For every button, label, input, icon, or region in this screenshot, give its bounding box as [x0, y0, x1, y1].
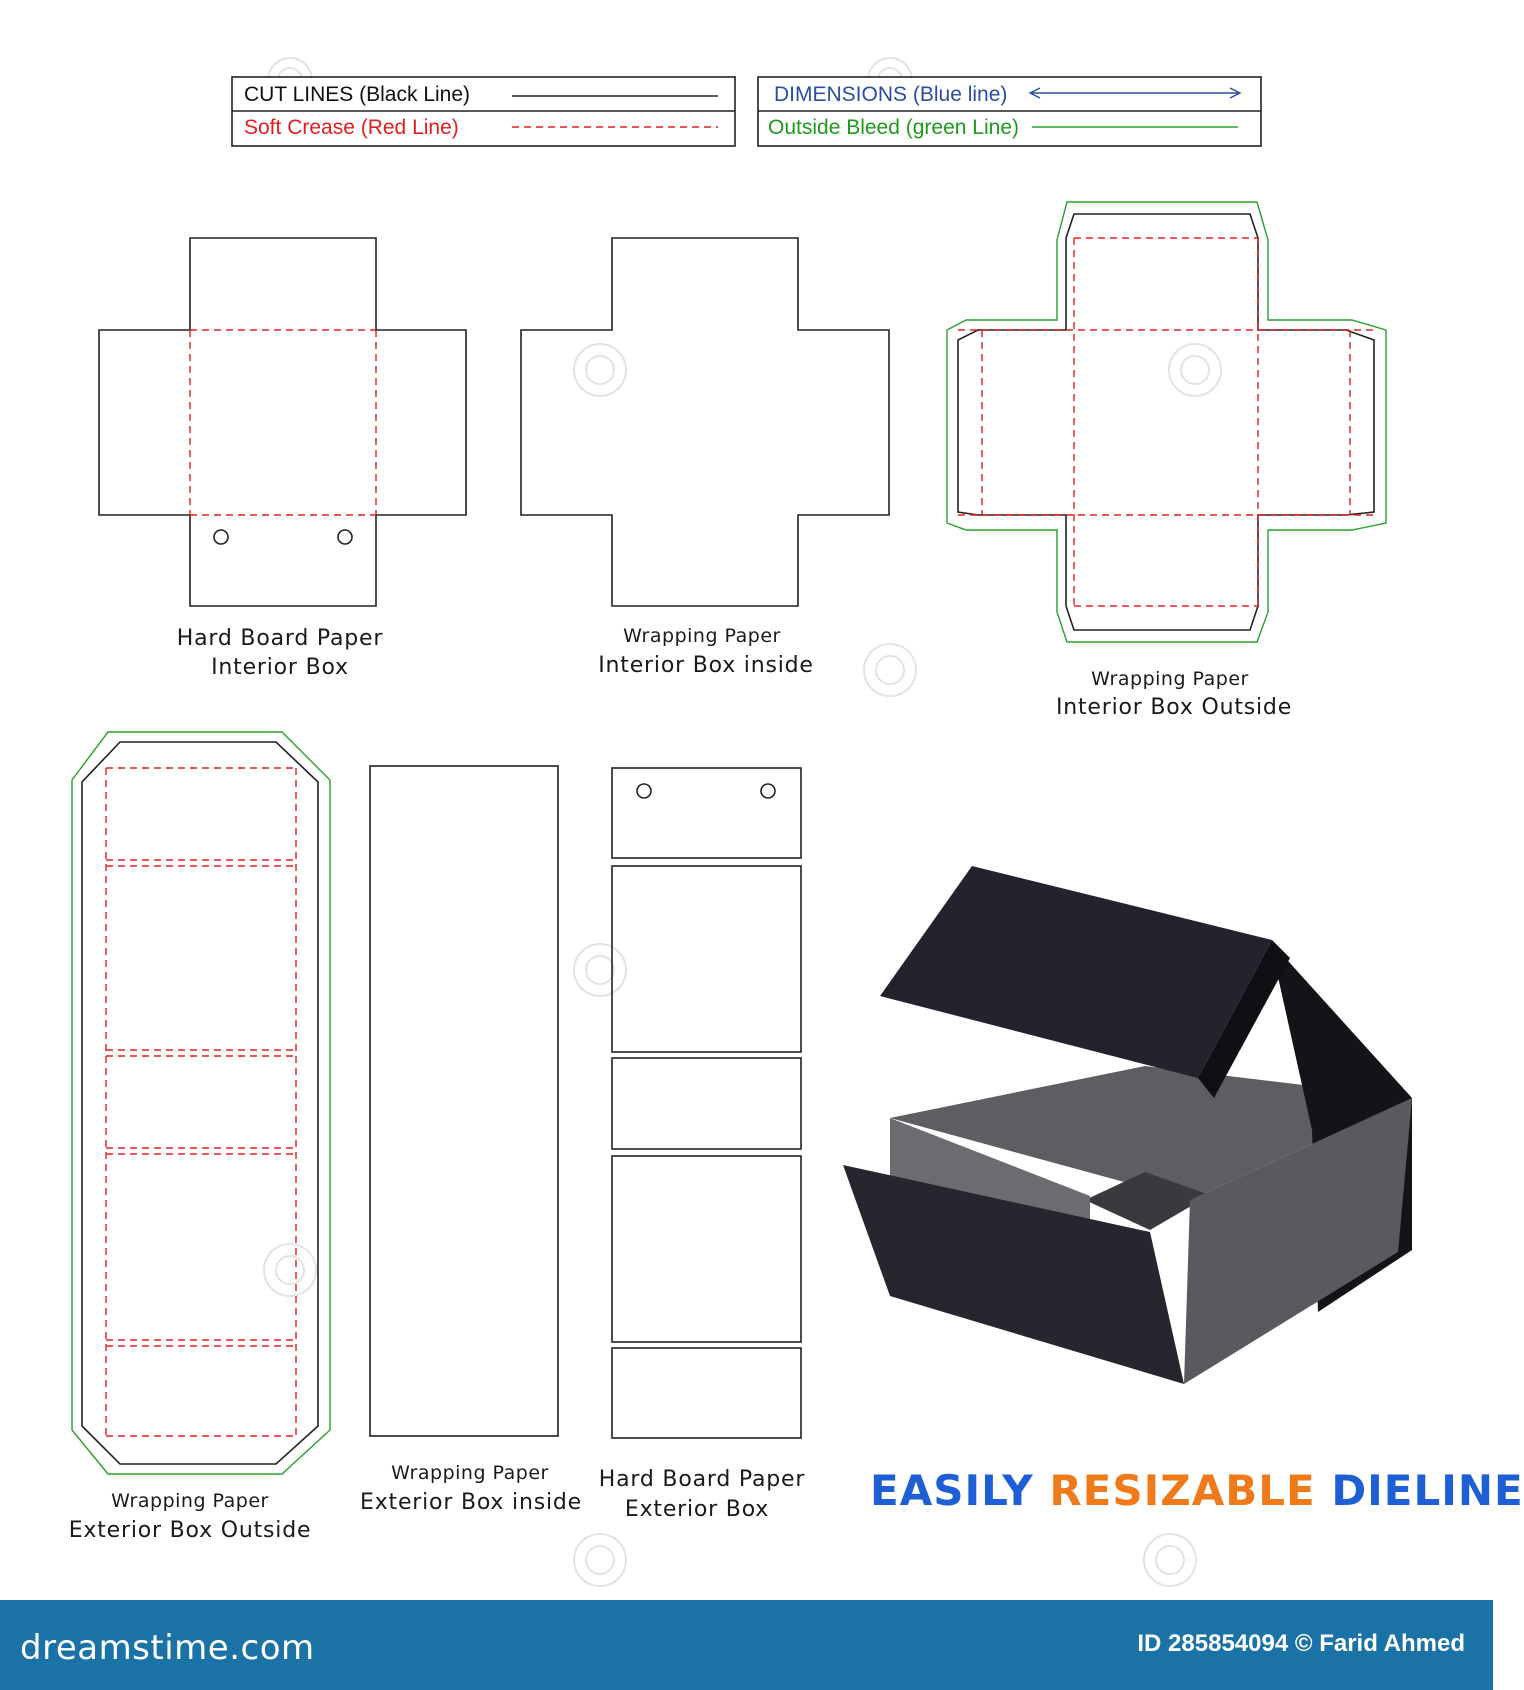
legend-dimensions: DIMENSIONS (Blue line) — [774, 83, 1008, 106]
caption-line2: Interior Box — [211, 655, 349, 680]
caption-line2: Interior Box Outside — [1055, 695, 1293, 720]
magnet-hole-icon — [761, 784, 775, 798]
dieline-hard-board-interior-box — [99, 238, 466, 680]
legend-soft-crease: Soft Crease (Red Line) — [244, 116, 459, 139]
legend — [232, 77, 1261, 146]
caption-line1: Wrapping Paper — [1091, 668, 1249, 690]
legend-outside-bleed: Outside Bleed (green Line) — [768, 116, 1019, 139]
magnet-hole-icon — [637, 784, 651, 798]
magnetic-box-3d-icon — [843, 866, 1412, 1384]
headline — [870, 1466, 1524, 1515]
caption-line2: Interior Box inside — [598, 653, 814, 678]
caption-line1: Wrapping Paper — [623, 625, 781, 647]
headline-word-resizable: RESIZABLE — [1049, 1466, 1316, 1515]
dieline-wrapping-exterior-outside — [69, 732, 330, 1543]
dieline-hard-board-exterior-box — [599, 768, 806, 1522]
caption-line1: Wrapping Paper — [391, 1462, 549, 1484]
footer-logo[interactable]: dreamstime.com — [20, 1628, 315, 1668]
caption-line1: Hard Board Paper — [598, 1467, 806, 1492]
caption-line2: Exterior Box inside — [360, 1490, 582, 1515]
dieline-wrapping-interior-outside — [947, 202, 1386, 720]
footer-bar — [0, 1600, 1493, 1690]
caption-line2: Exterior Box — [624, 1497, 770, 1522]
legend-cut-lines: CUT LINES (Black Line) — [244, 83, 471, 106]
caption-line1: Wrapping Paper — [111, 1490, 269, 1512]
headline-word-easily: EASILY — [870, 1466, 1034, 1515]
dieline-wrapping-exterior-inside — [360, 766, 582, 1515]
headline-word-dieline: DIELINE — [1331, 1466, 1524, 1515]
dieline-wrapping-interior-inside — [521, 238, 889, 678]
magnet-hole-icon — [214, 530, 228, 544]
caption-line2: Exterior Box Outside — [68, 1518, 312, 1543]
footer-credit: ID 285854094 © Farid Ahmed — [1137, 1630, 1465, 1657]
watermark-swirl-icons — [264, 58, 1221, 1586]
caption-line1: Hard Board Paper — [176, 626, 384, 651]
magnet-hole-icon — [338, 530, 352, 544]
